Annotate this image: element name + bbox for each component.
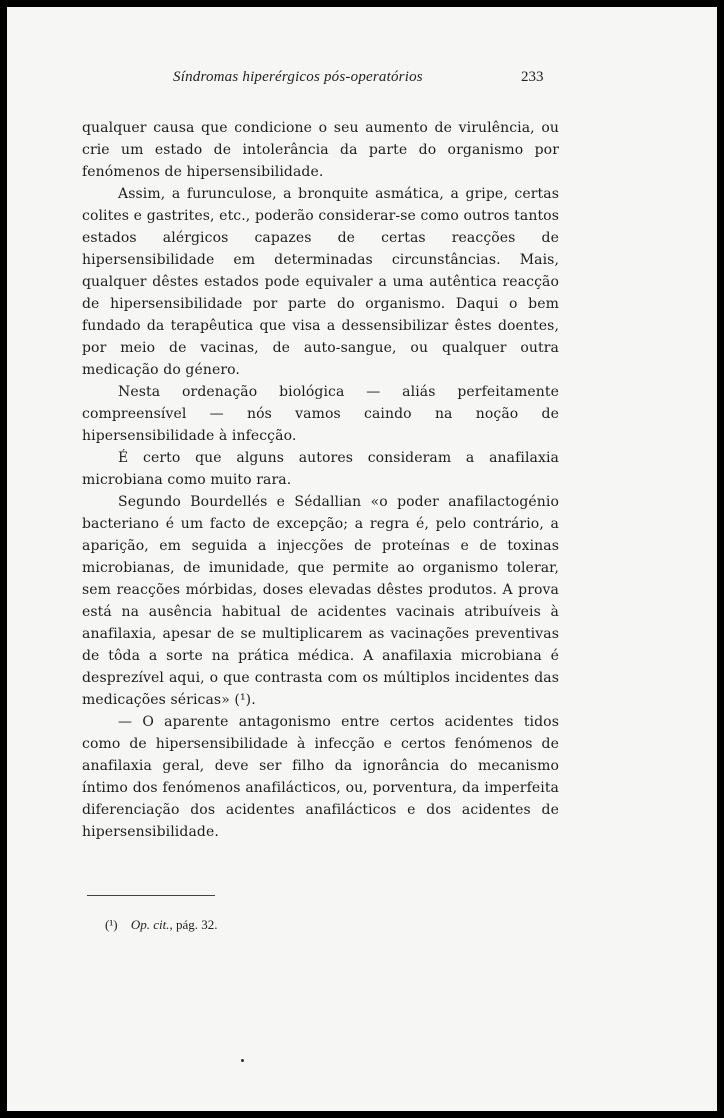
footnote-citation: Op. cit.,: [130, 917, 173, 932]
paragraph: Nesta ordenação biológica — aliás perfeitamente compreensível — nós vamos caindo na noção de hipersensibilidade à infecção.: [82, 384, 559, 444]
print-speck: [241, 1059, 244, 1062]
book-page: [7, 7, 717, 1111]
body-text: [82, 117, 559, 843]
footnote-page-ref: pág. 32.: [175, 917, 218, 932]
page-header: [7, 69, 717, 93]
footnote-marker: (¹): [105, 917, 118, 932]
footnote: [105, 917, 217, 933]
running-title: Síndromas hiperérgicos pós-operatórios: [173, 69, 423, 85]
paragraph-continuation: qualquer causa que condicione o seu aumento de virulência, ou crie um estado de intolerância da parte do organismo por fenómenos de hipersensibilidade.: [82, 120, 559, 180]
paragraph: É certo que alguns autores consideram a anafilaxia microbiana como muito rara.: [82, 450, 559, 488]
paragraph: — O aparente antagonismo entre certos acidentes tidos como de hipersensibilidade à infecção e certos fenómenos de anafilaxia geral, deve ser filho da ignorância do mecanismo íntimo dos fenómenos anafilácticos, ou, porventura, da imperfeita diferenciação dos acidentes anafilácticos e dos acidentes de hipersensibilidade.: [82, 714, 559, 840]
paragraph: Assim, a furunculose, a bronquite asmática, a gripe, certas colites e gastrites, etc., poderão considerar-se como outros tantos estados alérgicos capazes de certas reacções de hipersensibilidade em determinadas circunstâncias. Mais, qualquer dêstes estados pode equivaler a uma autêntica reacção de hipersensibilidade por parte do organismo. Daqui o bem fundado da terapêutica que visa a dessensibilizar êstes doentes, por meio de vacinas, de auto-sangue, ou qualquer outra medicação do género.: [82, 186, 559, 378]
paragraph: Segundo Bourdellés e Sédallian «o poder anafilactogénio bacteriano é um facto de excepção; a regra é, pelo contrário, a aparição, em seguida a injecções de proteínas e de toxinas microbianas, de imunidade, que permite ao organismo tolerar, sem reacções mórbidas, doses elevadas dêstes produtos. A prova está na ausência habitual de acidentes vacinais atribuíveis à anafilaxia, apesar de se multiplicarem as vacinações preventivas de tôda a sorte na prática médica. A anafilaxia microbiana é desprezível aqui, o que contrasta com os múltiplos incidentes das medicações séricas» (¹).: [82, 494, 559, 708]
page-number: 233: [521, 69, 544, 85]
footnote-divider: [87, 895, 215, 896]
